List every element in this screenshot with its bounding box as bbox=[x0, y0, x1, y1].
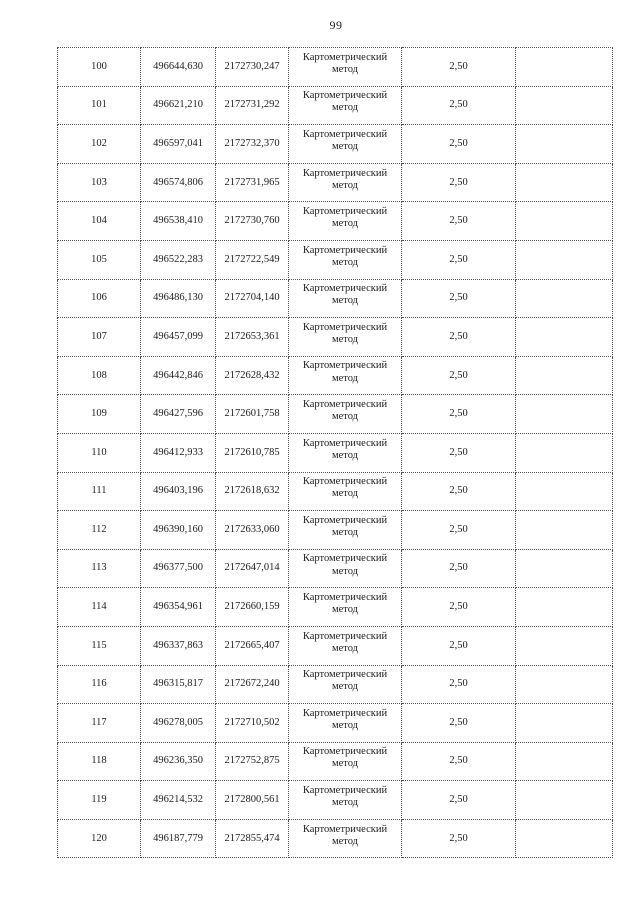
table-row bbox=[58, 356, 613, 395]
method-text: Картометрический метод bbox=[302, 399, 388, 423]
method-cell bbox=[289, 86, 402, 125]
y-coordinate-cell: 2172653,361 bbox=[216, 318, 289, 357]
method-cell bbox=[289, 704, 402, 743]
method-text: Картометрический метод bbox=[302, 514, 388, 538]
method-text: Картометрический метод bbox=[302, 167, 388, 191]
point-number-cell: 113 bbox=[58, 549, 141, 588]
y-coordinate-cell: 2172672,240 bbox=[216, 665, 289, 704]
accuracy-cell: 2,50 bbox=[402, 781, 516, 820]
description-cell bbox=[516, 395, 613, 434]
x-coordinate-cell: 496236,350 bbox=[141, 742, 216, 781]
method-text: Картометрический метод bbox=[302, 437, 388, 461]
point-number-cell: 118 bbox=[58, 742, 141, 781]
method-text: Картометрический метод bbox=[302, 360, 388, 384]
x-coordinate-cell: 496403,196 bbox=[141, 472, 216, 511]
y-coordinate-cell: 2172665,407 bbox=[216, 626, 289, 665]
point-number-cell: 105 bbox=[58, 240, 141, 279]
y-coordinate-cell: 2172731,965 bbox=[216, 163, 289, 202]
method-text: Картометрический метод bbox=[302, 785, 388, 809]
point-number-cell: 106 bbox=[58, 279, 141, 318]
point-number-cell: 108 bbox=[58, 356, 141, 395]
method-cell bbox=[289, 48, 402, 87]
x-coordinate-cell: 496315,817 bbox=[141, 665, 216, 704]
accuracy-cell: 2,50 bbox=[402, 742, 516, 781]
point-number-cell: 103 bbox=[58, 163, 141, 202]
point-number-cell: 117 bbox=[58, 704, 141, 743]
y-coordinate-cell: 2172730,247 bbox=[216, 48, 289, 87]
description-cell bbox=[516, 472, 613, 511]
point-number-cell: 110 bbox=[58, 433, 141, 472]
table-row bbox=[58, 86, 613, 125]
y-coordinate-cell: 2172722,549 bbox=[216, 240, 289, 279]
accuracy-cell: 2,50 bbox=[402, 318, 516, 357]
point-number-cell: 119 bbox=[58, 781, 141, 820]
description-cell bbox=[516, 279, 613, 318]
accuracy-cell: 2,50 bbox=[402, 819, 516, 858]
method-cell bbox=[289, 356, 402, 395]
method-cell bbox=[289, 202, 402, 241]
description-cell bbox=[516, 742, 613, 781]
coordinates-table bbox=[57, 47, 613, 858]
table-row bbox=[58, 626, 613, 665]
method-text: Картометрический метод bbox=[302, 244, 388, 268]
table-row bbox=[58, 163, 613, 202]
table-row bbox=[58, 125, 613, 164]
method-text: Картометрический метод bbox=[302, 630, 388, 654]
y-coordinate-cell: 2172710,502 bbox=[216, 704, 289, 743]
x-coordinate-cell: 496644,630 bbox=[141, 48, 216, 87]
table-row bbox=[58, 433, 613, 472]
y-coordinate-cell: 2172633,060 bbox=[216, 511, 289, 550]
method-text: Картометрический метод bbox=[302, 823, 388, 847]
y-coordinate-cell: 2172704,140 bbox=[216, 279, 289, 318]
method-cell bbox=[289, 511, 402, 550]
coordinates-table-body bbox=[58, 48, 613, 858]
method-cell bbox=[289, 279, 402, 318]
y-coordinate-cell: 2172647,014 bbox=[216, 549, 289, 588]
accuracy-cell: 2,50 bbox=[402, 704, 516, 743]
method-cell bbox=[289, 742, 402, 781]
description-cell bbox=[516, 433, 613, 472]
accuracy-cell: 2,50 bbox=[402, 472, 516, 511]
description-cell bbox=[516, 86, 613, 125]
table-row bbox=[58, 318, 613, 357]
y-coordinate-cell: 2172628,432 bbox=[216, 356, 289, 395]
table-row bbox=[58, 704, 613, 743]
method-text: Картометрический метод bbox=[302, 707, 388, 731]
point-number-cell: 112 bbox=[58, 511, 141, 550]
table-row bbox=[58, 279, 613, 318]
method-cell bbox=[289, 781, 402, 820]
y-coordinate-cell: 2172730,760 bbox=[216, 202, 289, 241]
method-text: Картометрический метод bbox=[302, 206, 388, 230]
method-cell bbox=[289, 125, 402, 164]
x-coordinate-cell: 496621,210 bbox=[141, 86, 216, 125]
method-cell bbox=[289, 819, 402, 858]
point-number-cell: 116 bbox=[58, 665, 141, 704]
x-coordinate-cell: 496412,933 bbox=[141, 433, 216, 472]
table-row bbox=[58, 742, 613, 781]
method-cell bbox=[289, 318, 402, 357]
description-cell bbox=[516, 704, 613, 743]
x-coordinate-cell: 496486,130 bbox=[141, 279, 216, 318]
point-number-cell: 104 bbox=[58, 202, 141, 241]
method-cell bbox=[289, 626, 402, 665]
method-cell bbox=[289, 240, 402, 279]
x-coordinate-cell: 496390,160 bbox=[141, 511, 216, 550]
method-text: Картометрический метод bbox=[302, 90, 388, 114]
description-cell bbox=[516, 163, 613, 202]
accuracy-cell: 2,50 bbox=[402, 125, 516, 164]
accuracy-cell: 2,50 bbox=[402, 511, 516, 550]
point-number-cell: 111 bbox=[58, 472, 141, 511]
x-coordinate-cell: 496597,041 bbox=[141, 125, 216, 164]
x-coordinate-cell: 496337,863 bbox=[141, 626, 216, 665]
point-number-cell: 102 bbox=[58, 125, 141, 164]
table-row bbox=[58, 202, 613, 241]
method-text: Картометрический метод bbox=[302, 553, 388, 577]
description-cell bbox=[516, 819, 613, 858]
accuracy-cell: 2,50 bbox=[402, 86, 516, 125]
point-number-cell: 109 bbox=[58, 395, 141, 434]
y-coordinate-cell: 2172732,370 bbox=[216, 125, 289, 164]
method-cell bbox=[289, 163, 402, 202]
y-coordinate-cell: 2172610,785 bbox=[216, 433, 289, 472]
method-text: Картометрический метод bbox=[302, 746, 388, 770]
description-cell bbox=[516, 511, 613, 550]
point-number-cell: 114 bbox=[58, 588, 141, 627]
method-cell bbox=[289, 549, 402, 588]
accuracy-cell: 2,50 bbox=[402, 279, 516, 318]
x-coordinate-cell: 496442,846 bbox=[141, 356, 216, 395]
y-coordinate-cell: 2172601,758 bbox=[216, 395, 289, 434]
method-text: Картометрический метод bbox=[302, 51, 388, 75]
point-number-cell: 107 bbox=[58, 318, 141, 357]
accuracy-cell: 2,50 bbox=[402, 665, 516, 704]
description-cell bbox=[516, 665, 613, 704]
x-coordinate-cell: 496427,596 bbox=[141, 395, 216, 434]
description-cell bbox=[516, 202, 613, 241]
y-coordinate-cell: 2172660,159 bbox=[216, 588, 289, 627]
point-number-cell: 100 bbox=[58, 48, 141, 87]
description-cell bbox=[516, 781, 613, 820]
x-coordinate-cell: 496214,532 bbox=[141, 781, 216, 820]
method-cell bbox=[289, 665, 402, 704]
x-coordinate-cell: 496354,961 bbox=[141, 588, 216, 627]
method-cell bbox=[289, 395, 402, 434]
y-coordinate-cell: 2172752,875 bbox=[216, 742, 289, 781]
method-cell bbox=[289, 472, 402, 511]
accuracy-cell: 2,50 bbox=[402, 588, 516, 627]
accuracy-cell: 2,50 bbox=[402, 395, 516, 434]
method-text: Картометрический метод bbox=[302, 128, 388, 152]
accuracy-cell: 2,50 bbox=[402, 48, 516, 87]
y-coordinate-cell: 2172800,561 bbox=[216, 781, 289, 820]
y-coordinate-cell: 2172618,632 bbox=[216, 472, 289, 511]
page-number: 99 bbox=[329, 18, 343, 32]
point-number-cell: 115 bbox=[58, 626, 141, 665]
accuracy-cell: 2,50 bbox=[402, 433, 516, 472]
x-coordinate-cell: 496522,283 bbox=[141, 240, 216, 279]
table-row bbox=[58, 240, 613, 279]
point-number-cell: 101 bbox=[58, 86, 141, 125]
description-cell bbox=[516, 549, 613, 588]
description-cell bbox=[516, 240, 613, 279]
description-cell bbox=[516, 356, 613, 395]
method-cell bbox=[289, 433, 402, 472]
method-text: Картометрический метод bbox=[302, 321, 388, 345]
accuracy-cell: 2,50 bbox=[402, 202, 516, 241]
x-coordinate-cell: 496538,410 bbox=[141, 202, 216, 241]
accuracy-cell: 2,50 bbox=[402, 240, 516, 279]
x-coordinate-cell: 496457,099 bbox=[141, 318, 216, 357]
x-coordinate-cell: 496377,500 bbox=[141, 549, 216, 588]
method-text: Картометрический метод bbox=[302, 476, 388, 500]
accuracy-cell: 2,50 bbox=[402, 549, 516, 588]
y-coordinate-cell: 2172855,474 bbox=[216, 819, 289, 858]
accuracy-cell: 2,50 bbox=[402, 163, 516, 202]
x-coordinate-cell: 496574,806 bbox=[141, 163, 216, 202]
point-number-cell: 120 bbox=[58, 819, 141, 858]
table-row bbox=[58, 665, 613, 704]
method-text: Картометрический метод bbox=[302, 283, 388, 307]
description-cell bbox=[516, 626, 613, 665]
table-row bbox=[58, 781, 613, 820]
description-cell bbox=[516, 318, 613, 357]
method-cell bbox=[289, 588, 402, 627]
table-row bbox=[58, 395, 613, 434]
table-row bbox=[58, 588, 613, 627]
method-text: Картометрический метод bbox=[302, 669, 388, 693]
accuracy-cell: 2,50 bbox=[402, 356, 516, 395]
x-coordinate-cell: 496187,779 bbox=[141, 819, 216, 858]
table-row bbox=[58, 472, 613, 511]
table-row bbox=[58, 819, 613, 858]
accuracy-cell: 2,50 bbox=[402, 626, 516, 665]
description-cell bbox=[516, 48, 613, 87]
description-cell bbox=[516, 588, 613, 627]
method-text: Картометрический метод bbox=[302, 592, 388, 616]
table-row bbox=[58, 511, 613, 550]
y-coordinate-cell: 2172731,292 bbox=[216, 86, 289, 125]
description-cell bbox=[516, 125, 613, 164]
x-coordinate-cell: 496278,005 bbox=[141, 704, 216, 743]
table-row bbox=[58, 549, 613, 588]
table-row bbox=[58, 48, 613, 87]
